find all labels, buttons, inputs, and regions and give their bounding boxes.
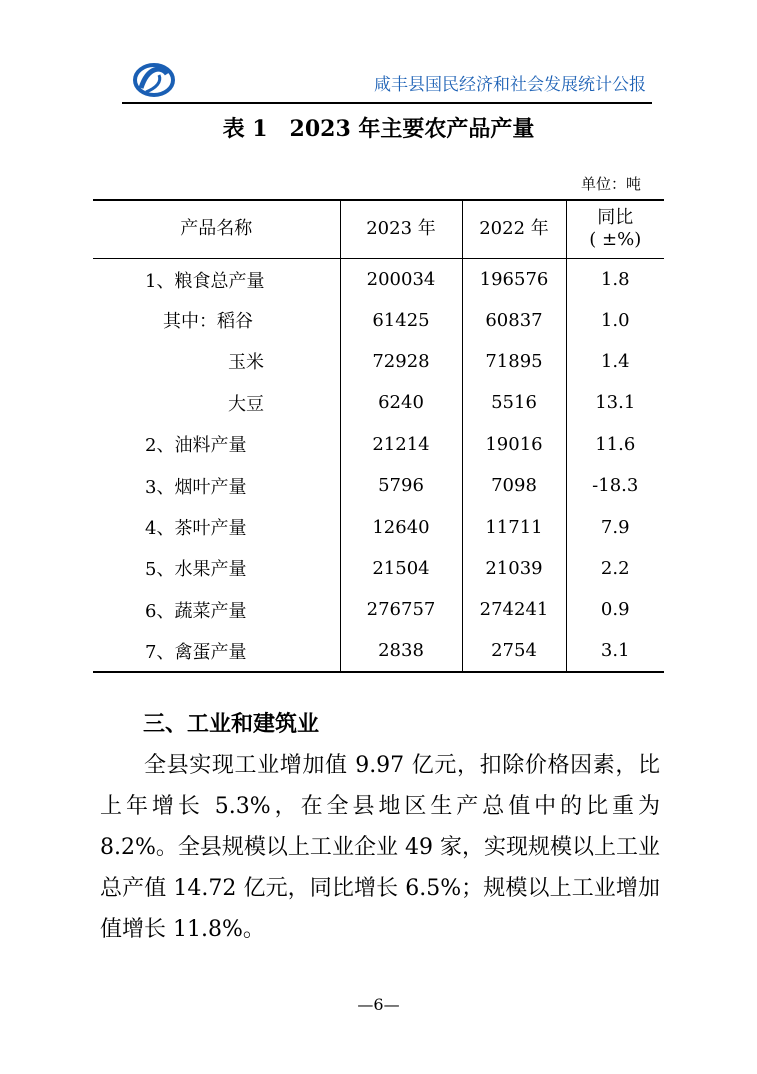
- row-value-yoy: 7.9: [566, 506, 664, 547]
- page-number: —6—: [357, 995, 400, 1014]
- table-unit: 单位：吨: [580, 175, 641, 193]
- table-row: [93, 299, 664, 340]
- row-name: 3、烟叶产量: [145, 476, 247, 498]
- section-heading: 三、工业和建筑业: [143, 711, 320, 737]
- row-value-yoy: -18.3: [566, 465, 664, 506]
- col-header-2022: 2022 年: [462, 200, 566, 258]
- row-name: 6、蔬菜产量: [145, 600, 247, 622]
- row-value-yoy: 1.0: [566, 299, 664, 340]
- col-header-2023: 2023 年: [340, 200, 462, 258]
- section-paragraph: 全县实现工业增加值 9.97 亿元，扣除价格因素，比上年增长 5.3%，在全县地区生产总值中的比重为 8.2%。全县规模以上工业企业 49 家，实现规模以上工业总产值 14.72 亿元，同比增长 6.5%；规模以上工业增加值增长 11.8%。: [100, 753, 660, 942]
- row-name: 1、粮食总产量: [145, 270, 265, 292]
- table-row: [93, 506, 664, 547]
- col-header-name: 产品名称: [93, 200, 340, 258]
- page-header: [122, 62, 652, 104]
- row-name: 4、茶叶产量: [145, 518, 247, 540]
- row-value-2023: 200034: [340, 258, 462, 299]
- row-name: 7、禽蛋产量: [93, 631, 340, 672]
- row-value-2023: 21214: [340, 424, 462, 465]
- col-header-yoy: [566, 200, 664, 258]
- row-value-yoy: 3.1: [566, 631, 664, 672]
- bureau-logo-icon: [132, 62, 176, 98]
- row-value-2022: 196576: [462, 258, 566, 299]
- row-name: 大豆: [228, 393, 264, 415]
- table-row: [93, 548, 664, 589]
- row-value-yoy: 0.9: [566, 589, 664, 630]
- row-value-2022: 5516: [462, 382, 566, 423]
- table-row: [93, 258, 664, 299]
- row-value-2023: 6240: [340, 382, 462, 423]
- row-value-2023: 2838: [340, 631, 462, 672]
- row-value-2023: 72928: [340, 341, 462, 382]
- row-value-2022: 60837: [462, 299, 566, 340]
- col-header-yoy-line1: 同比: [597, 207, 634, 229]
- row-value-2022: 274241: [462, 589, 566, 630]
- table-row: [93, 589, 664, 630]
- row-value-yoy: 1.4: [566, 341, 664, 382]
- row-value-2022: 19016: [462, 424, 566, 465]
- row-name: 玉米: [228, 352, 264, 374]
- row-value-2022: 2754: [462, 631, 566, 672]
- row-name: 2、油料产量: [145, 435, 247, 457]
- row-value-2022: 11711: [462, 506, 566, 547]
- table-title: 表 1 2023 年主要农产品产量: [222, 116, 535, 142]
- row-value-yoy: 11.6: [566, 424, 664, 465]
- header-title: 咸丰县国民经济和社会发展统计公报: [374, 75, 646, 95]
- row-value-2023: 276757: [340, 589, 462, 630]
- col-header-yoy-line2: ( ±%): [589, 229, 642, 251]
- row-value-2023: 12640: [340, 506, 462, 547]
- row-value-2022: 7098: [462, 465, 566, 506]
- table-row: [93, 631, 664, 672]
- row-name: 5、水果产量: [145, 559, 247, 581]
- agri-output-table: [93, 199, 664, 673]
- row-name: 其中：稻谷: [163, 311, 253, 333]
- row-value-2022: 71895: [462, 341, 566, 382]
- row-value-2023: 61425: [340, 299, 462, 340]
- table-row: [93, 382, 664, 423]
- row-value-yoy: 1.8: [566, 258, 664, 299]
- row-value-2022: 21039: [462, 548, 566, 589]
- row-value-2023: 5796: [340, 465, 462, 506]
- table-row: [93, 341, 664, 382]
- row-value-2023: 21504: [340, 548, 462, 589]
- row-value-yoy: 13.1: [566, 382, 664, 423]
- table-row: [93, 465, 664, 506]
- row-value-yoy: 2.2: [566, 548, 664, 589]
- table-row: [93, 424, 664, 465]
